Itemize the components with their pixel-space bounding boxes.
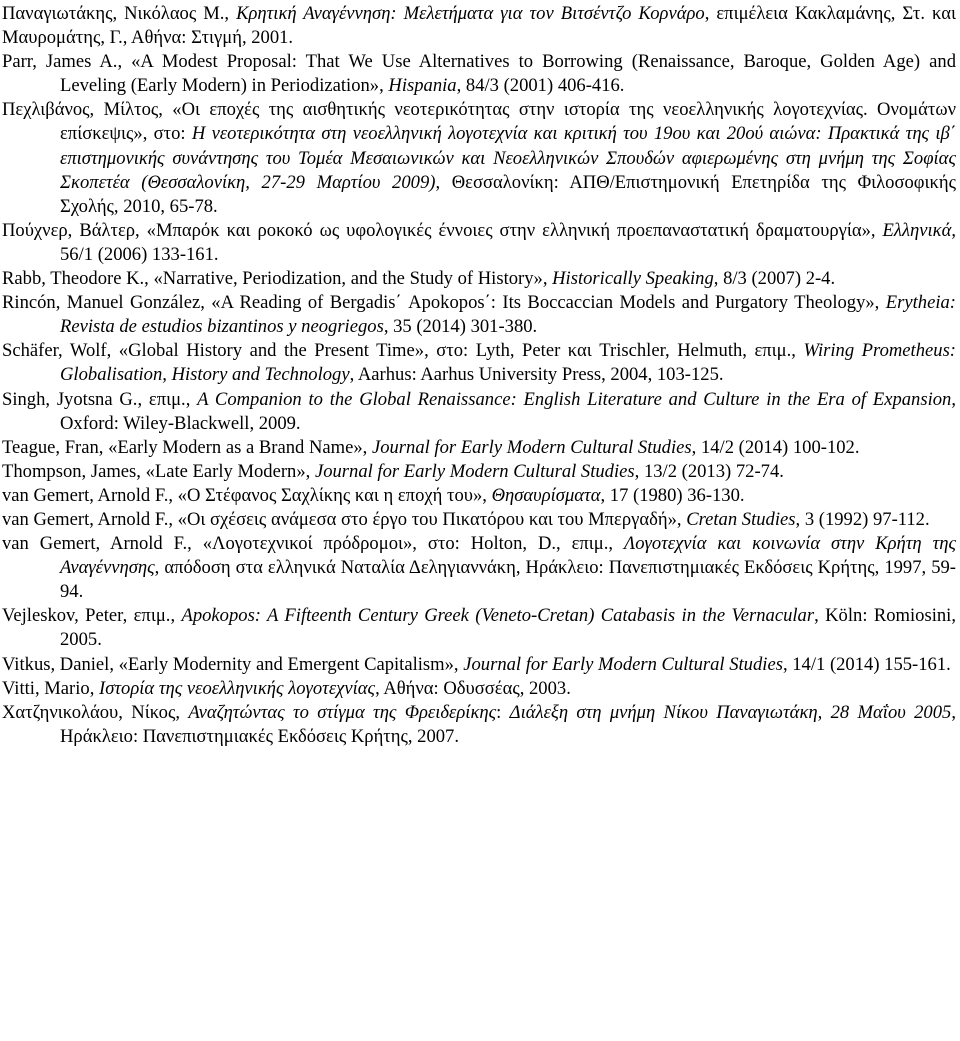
bibliography-entry [2,98,956,218]
bibliography-entry [2,604,956,652]
bibliography-entry [2,508,956,532]
entry-text: , 14/2 (2014) 100-102. [691,436,860,458]
entry-text: , Aarhus: Aarhus University Press, 2004, 103-125. [349,364,724,386]
entry-title-italic: Journal for Early Modern Cultural Studies [314,460,635,482]
entry-text: , 3 (1992) 97-112. [795,508,930,530]
entry-text: : [496,701,510,723]
entry-title-italic: Hispania [388,75,457,97]
entry-title-italic: Ελληνικά [882,219,952,241]
entry-title-italic: Ιστορία της νεοελληνικής λογοτεχνίας [99,677,376,699]
entry-title-italic: Θησαυρίσματα [491,484,601,506]
entry-text: , 13/2 (2013) 72-74. [634,460,784,482]
entry-text: , Oxford: Wiley-Blackwell, 2009. [60,388,957,434]
entry-text: Παναγιωτάκης, Νικόλαος Μ., [2,3,237,24]
entry-title-italic: Apokopos: A Fifteenth Century Greek (Veneto-Cretan) Catabasis in the Vernacular [181,605,815,627]
entry-text: Vejleskov, Peter, επιμ., [2,605,182,627]
bibliography-entry [2,291,956,339]
bibliography-entry [2,460,956,484]
entry-text: , επιμέλεια Κακλαμάνης, Στ. και Μαυρομάτης, Γ., Αθήνα: Στιγμή, 2001. [2,3,956,49]
entry-title-italic: Erytheia: Revista de estudios bizantinos y neogriegos [60,292,956,338]
bibliography-entry [2,219,956,267]
entry-title-italic: Λογοτεχνία και κοινωνία στην Κρήτη της Αναγέννησης [60,533,956,579]
entry-text: , απόδοση στα ελληνικά Ναταλία Δεληγιαννάκη, Ηράκλειο: Πανεπιστημιακές Εκδόσεις Κρήτης, 1997, 59-94. [60,557,956,603]
entry-text: Singh, Jyotsna G., επιμ., [2,388,198,410]
entry-title-italic: Journal for Early Modern Cultural Studies [463,653,783,675]
entry-text: Πεχλιβάνος, Μίλτος, «Οι εποχές της αισθητικής νεοτερικότητας στην ιστορία της νεοελληνικής λογοτεχνίας. Ονομάτων επίσκεψις», στο: [2,99,956,145]
entry-text: Πούχνερ, Βάλτερ, «Μπαρόκ και ροκοκό ως υφολογικές έννοιες στην ελληνική προεπαναστατική δραματουργία», [2,219,883,241]
bibliography-entry [2,484,956,508]
bibliography-entry [2,50,956,98]
entry-title-italic: Διάλεξη στη μνήμη Νίκου Παναγιωτάκη, 28 Μαΐου 2005 [509,701,952,723]
bibliography-entry [2,2,956,50]
entry-text: van Gemert, Arnold F., «Ο Στέφανος Σαχλίκης και η εποχή του», [2,484,492,506]
bibliography-entry [2,677,956,701]
bibliography-list [2,2,956,749]
entry-text: , 8/3 (2007) 2-4. [713,268,836,290]
entry-text: Χατζηνικολάου, Νίκος, [2,701,189,723]
entry-text: Parr, James A., «A Modest Proposal: That We Use Alternatives to Borrowing (Renaissance, Baroque, Golden Age) and Leveling (Early Modern) in Periodization», [2,51,956,97]
entry-text: , Αθήνα: Οδυσσέας, 2003. [375,677,571,699]
entry-title-italic: Αναζητώντας το στίγμα της Φρειδερίκης [188,701,497,723]
entry-text: , Köln: Romiosini, 2005. [60,605,956,651]
entry-text: , 84/3 (2001) 406-416. [456,75,625,97]
entry-text: van Gemert, Arnold F., «Λογοτεχνικοί πρόδρομοι», στο: Holton, D., επιμ., [2,533,624,555]
entry-text: Vitkus, Daniel, «Early Modernity and Emergent Capitalism», [2,653,464,675]
bibliography-entry [2,388,956,436]
entry-text: Teague, Fran, «Early Modern as a Brand Name», [2,436,372,458]
entry-text: , 56/1 (2006) 133-161. [60,219,956,265]
entry-title-italic: Η νεοτερικότητα στη νεοελληνική λογοτεχνία και κριτική του 19ου και 20ού αιώνα: Πρακτικά της ιβ΄ επιστημονικής συνάντησης του Τομέα Μεσαιωνικών και Νεοελληνικών Σπουδών αφιερωμένης στη μνήμη της Σοφίας Σκοπετέα (Θεσσαλονίκη, 27-29 Μαρτίου 2009) [60,123,956,193]
entry-title-italic: Journal for Early Modern Cultural Studies [371,436,692,458]
entry-text: , Ηράκλειο: Πανεπιστημιακές Εκδόσεις Κρήτης, 2007. [60,701,956,747]
entry-text: Rabb, Theodore K., «Narrative, Periodization, and the Study of History», [2,268,553,290]
entry-text: Rincón, Manuel González, «A Reading of Bergadis΄ Apokopos΄: Its Boccaccian Models and Purgatory Theology», [2,292,886,314]
bibliography-entry [2,701,956,749]
bibliography-entry [2,339,956,387]
bibliography-entry [2,653,956,677]
bibliography-entry [2,436,956,460]
entry-text: , 14/1 (2014) 155-161. [782,653,951,675]
entry-title-italic: Cretan Studies [686,508,796,530]
entry-title-italic: A Companion to the Global Renaissance: English Literature and Culture in the Era of Expansion [197,388,952,410]
entry-text: , 17 (1980) 36-130. [600,484,745,506]
bibliography-entry [2,267,956,291]
entry-title-italic: Κρητική Αναγέννηση: Μελετήματα για τον Βιτσέντζο Κορνάρο [236,3,705,24]
entry-text: , Θεσσαλονίκη: ΑΠΘ/Επιστημονική Επετηρίδα της Φιλοσοφικής Σχολής, 2010, 65-78. [60,171,956,217]
entry-title-italic: Wiring Prometheus: Globalisation, History and Technology [60,340,956,386]
entry-text: Thompson, James, «Late Early Modern», [2,460,315,482]
entry-text: , 35 (2014) 301-380. [383,316,538,338]
entry-text: van Gemert, Arnold F., «Οι σχέσεις ανάμεσα στο έργο του Πικατόρου και του Μπεργαδή», [2,508,687,530]
entry-text: Schäfer, Wolf, «Global History and the Present Time», στο: Lyth, Peter και Trischler, Helmuth, επιμ., [2,340,804,362]
bibliography-entry [2,532,956,604]
entry-title-italic: Historically Speaking [552,268,714,290]
entry-text: Vitti, Mario, [2,677,100,699]
